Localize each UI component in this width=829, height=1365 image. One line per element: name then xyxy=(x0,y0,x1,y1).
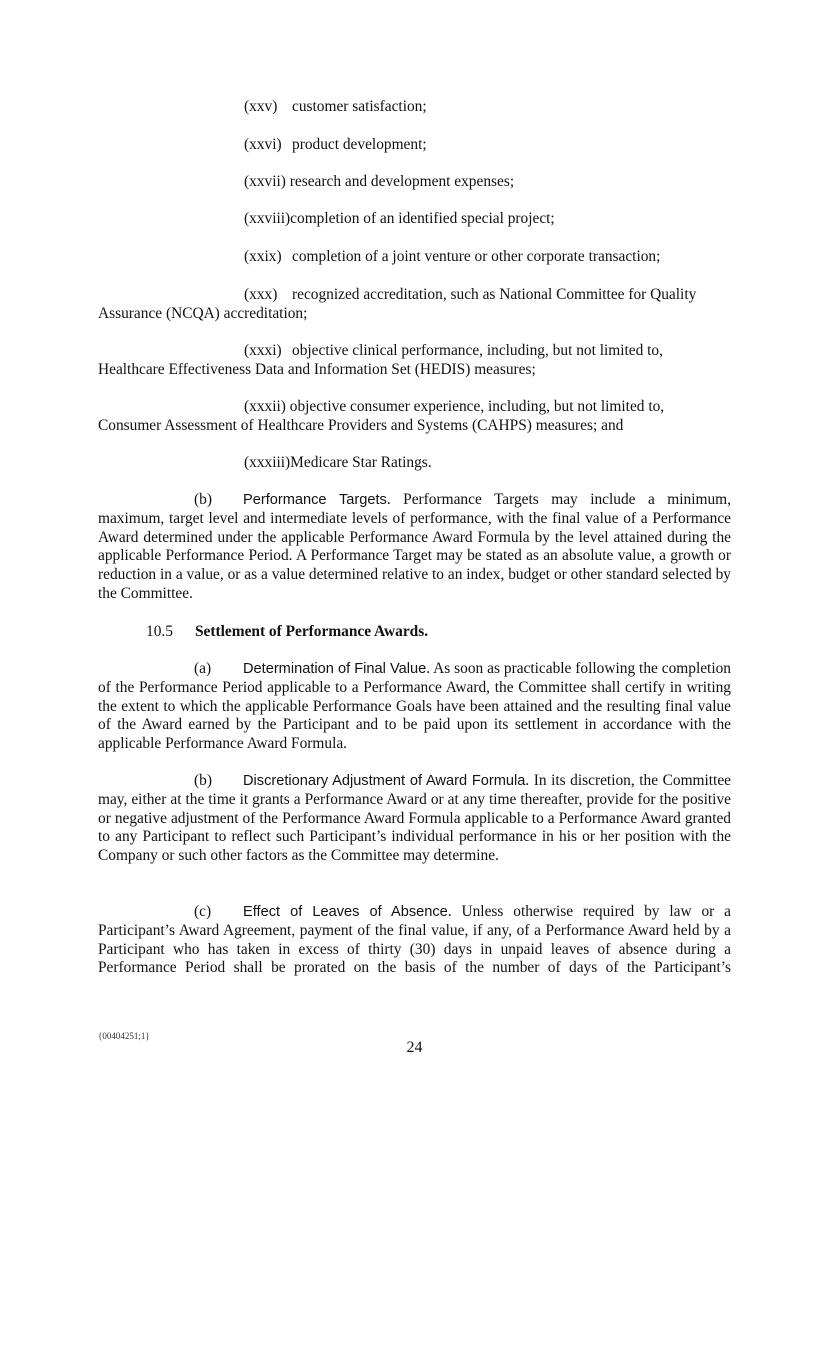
list-item xyxy=(244,454,432,473)
list-item xyxy=(244,248,660,267)
list-item-number: (xxx) xyxy=(244,286,278,303)
list-item xyxy=(244,342,663,361)
list-item xyxy=(244,286,696,305)
list-item xyxy=(244,210,555,229)
paragraph-determination-final-value xyxy=(98,660,731,754)
list-item-text: completion of a joint venture or other corporate transaction; xyxy=(292,248,661,265)
paragraph-heading: Determination of Final Value xyxy=(243,661,427,677)
paragraph-text: . As soon as practicable following the completion of the Performance Period applicable to a Performance Award, the Committee shall certify in writing the extent to which the applicable Performance Goals have been attained and the resulting final value of the Award earned by the Participant and to be paid upon its settlement in accordance with the applicable Performance Award Formula. xyxy=(98,660,732,753)
list-item-number: (xxxi) xyxy=(244,342,282,359)
paragraph-label: (b) xyxy=(194,491,212,508)
list-item-text: objective consumer experience, including, but not limited to, xyxy=(289,398,665,415)
list-item xyxy=(244,136,427,155)
list-item-continuation: Consumer Assessment of Healthcare Providers and Systems (CAHPS) measures; and xyxy=(98,417,624,434)
paragraph-heading: Performance Targets xyxy=(243,492,387,508)
paragraph-heading: Effect of Leaves of Absence xyxy=(243,904,448,920)
list-item xyxy=(244,173,514,192)
list-item xyxy=(244,98,427,117)
paragraph-text: . Unless otherwise required by law or a Participant’s Award Agreement, payment of the final value, if any, of a Performance Award held by a Participant who has taken in excess of thirty (30) days in unpaid leaves of absence during a Performance Period shall be prorated on the basis of the number of days of the Participant’s xyxy=(98,903,731,977)
list-item-text: research and development expenses; xyxy=(289,173,515,190)
list-item-number: (xxix) xyxy=(244,248,282,265)
list-item-text: product development; xyxy=(292,136,427,153)
list-item-text: Medicare Star Ratings. xyxy=(290,454,432,471)
paragraph-text: . In its discretion, the Committee may, either at the time it grants a Performance Award or at any time thereafter, provide for the positive or negative adjustment of the Performance Award Formula applicable to a Performance Award granted to any Participant to reflect such Participant’s individual performance in his or her position with the Company or such other factors as the Committee may determine. xyxy=(98,772,731,865)
paragraph-label: (b) xyxy=(194,772,212,789)
list-item-number: (xxvi) xyxy=(244,136,282,153)
section-number: 10.5 xyxy=(146,623,173,640)
list-item-text: completion of an identified special project; xyxy=(290,210,555,227)
list-item-number: (xxviii) xyxy=(244,210,291,227)
list-item-text: objective clinical performance, including, but not limited to, xyxy=(292,342,663,359)
paragraph-discretionary-adjustment xyxy=(98,772,731,866)
paragraph-text: . Performance Targets may include a minimum, maximum, target level and intermediate levels of performance, with the final value of a Performance Award determined under the applicable Performance Award Formula by the level attained during the applicable Performance Period. A Performance Target may be stated as an absolute value, a growth or reduction in a value, or as a value determined relative to an index, budget or other standard selected by the Committee. xyxy=(98,491,731,602)
paragraph-label: (a) xyxy=(194,660,212,677)
paragraph-label: (c) xyxy=(194,903,212,920)
list-item xyxy=(244,398,664,417)
list-item-text: customer satisfaction; xyxy=(292,98,427,115)
paragraph-leaves-of-absence xyxy=(98,903,731,978)
list-item-number: (xxxii) xyxy=(244,398,286,415)
section-title: Settlement of Performance Awards. xyxy=(195,623,429,640)
list-item-number: (xxvii) xyxy=(244,173,286,190)
list-item-text: recognized accreditation, such as National Committee for Quality xyxy=(292,286,697,303)
paragraph-heading: Discretionary Adjustment of Award Formula xyxy=(243,773,526,789)
section-heading xyxy=(146,623,428,642)
document-id: {00404251;1} xyxy=(98,1031,150,1041)
page-number: 24 xyxy=(406,1039,423,1056)
list-item-continuation: Assurance (NCQA) accreditation; xyxy=(98,305,308,322)
paragraph-performance-targets xyxy=(98,491,731,604)
list-item-number: (xxxiii) xyxy=(244,454,291,471)
list-item-continuation: Healthcare Effectiveness Data and Information Set (HEDIS) measures; xyxy=(98,361,536,378)
list-item-number: (xxv) xyxy=(244,98,278,115)
